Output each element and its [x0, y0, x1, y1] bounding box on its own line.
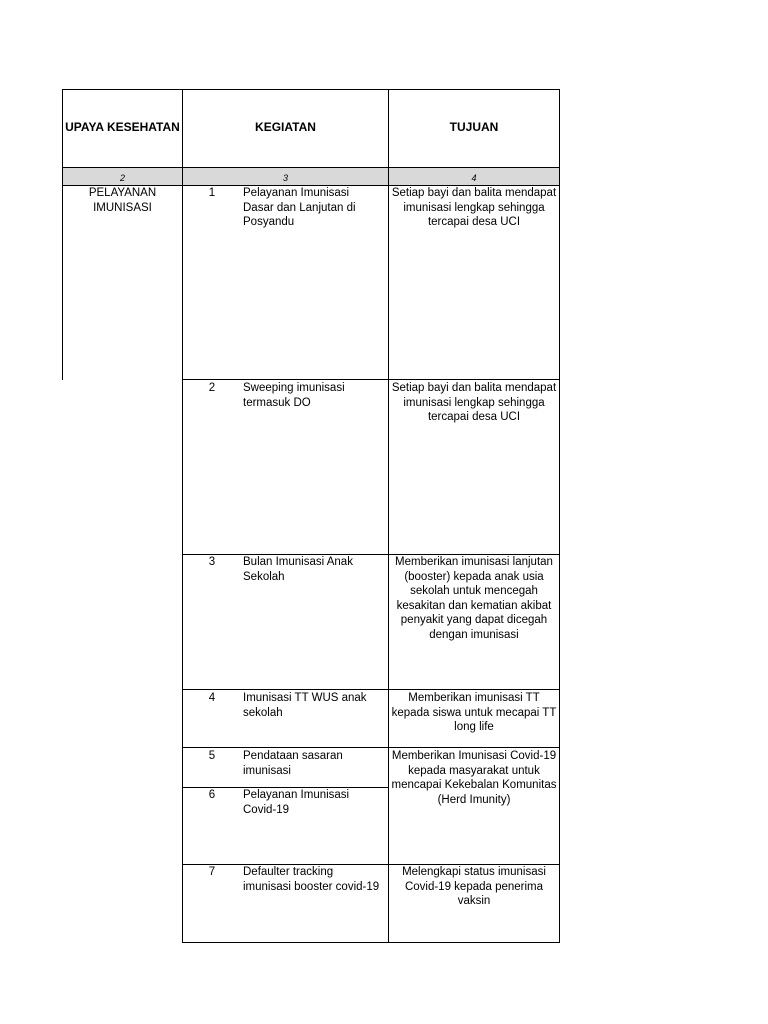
row-5-number: 5 — [208, 750, 216, 762]
row-1-tujuan: Setiap bayi dan balita mendapat imunisasi lengkap sehingga tercapai desa UCI — [391, 187, 557, 228]
header-upaya-kesehatan: UPAYA KESEHATAN — [65, 120, 180, 134]
row-5-kegiatan: Pendataan sasaran imunisasi — [243, 750, 343, 777]
subheader-col1: 2 — [119, 173, 125, 183]
column-divider — [388, 89, 389, 943]
subheader-col2: 3 — [282, 173, 288, 183]
row-2-number: 2 — [208, 382, 216, 394]
row-divider — [182, 689, 560, 690]
row-3-kegiatan: Bulan Imunisasi Anak Sekolah — [243, 556, 353, 583]
row-divider — [182, 379, 560, 380]
column-divider — [182, 89, 183, 943]
row-7-number: 7 — [208, 866, 216, 878]
row-6-number: 6 — [208, 789, 216, 801]
row-1-kegiatan: Pelayanan Imunisasi Dasar dan Lanjutan di Posyandu — [243, 187, 356, 228]
row-2-tujuan: Setiap bayi dan balita mendapat imunisasi lengkap sehingga tercapai desa UCI — [391, 382, 557, 423]
row-4-kegiatan: Imunisasi TT WUS anak sekolah — [243, 692, 367, 719]
row-4-tujuan: Memberikan imunisasi TT kepada siswa untuk mecapai TT long life — [391, 692, 557, 733]
header-bottom-border — [62, 167, 560, 168]
header-tujuan: TUJUAN — [449, 120, 499, 134]
subheader-col3: 4 — [471, 173, 477, 183]
row-6-kegiatan: Pelayanan Imunisasi Covid-19 — [243, 789, 350, 816]
row-divider — [182, 747, 560, 748]
header-kegiatan: KEGIATAN — [255, 120, 316, 134]
row-1-number: 1 — [208, 187, 216, 199]
row-5-tujuan: Memberikan Imunisasi Covid-19 kepada masyarakat untuk mencapai Kekebalan Komunitas (Herd Imunity) — [391, 750, 557, 806]
row-3-tujuan: Memberikan imunisasi lanjutan (booster) kepada anak usia sekolah untuk mencegah kesakitan dan kematian akibat penyakit yang dapat dicegah dengan imunisasi — [395, 556, 553, 641]
row-3-number: 3 — [208, 556, 216, 568]
row-2-kegiatan: Sweeping imunisasi termasuk DO — [243, 382, 345, 409]
table-bottom-border — [182, 942, 560, 943]
row-7-tujuan: Melengkapi status imunisasi Covid-19 kepada penerima vaksin — [402, 866, 546, 907]
table-right-border — [559, 89, 560, 943]
table-top-border — [62, 89, 560, 90]
row-7-kegiatan: Defaulter tracking imunisasi booster covid-19 — [243, 866, 380, 893]
row-4-number: 4 — [208, 692, 216, 704]
upaya-label: PELAYANAN IMUNISASI — [88, 187, 157, 214]
